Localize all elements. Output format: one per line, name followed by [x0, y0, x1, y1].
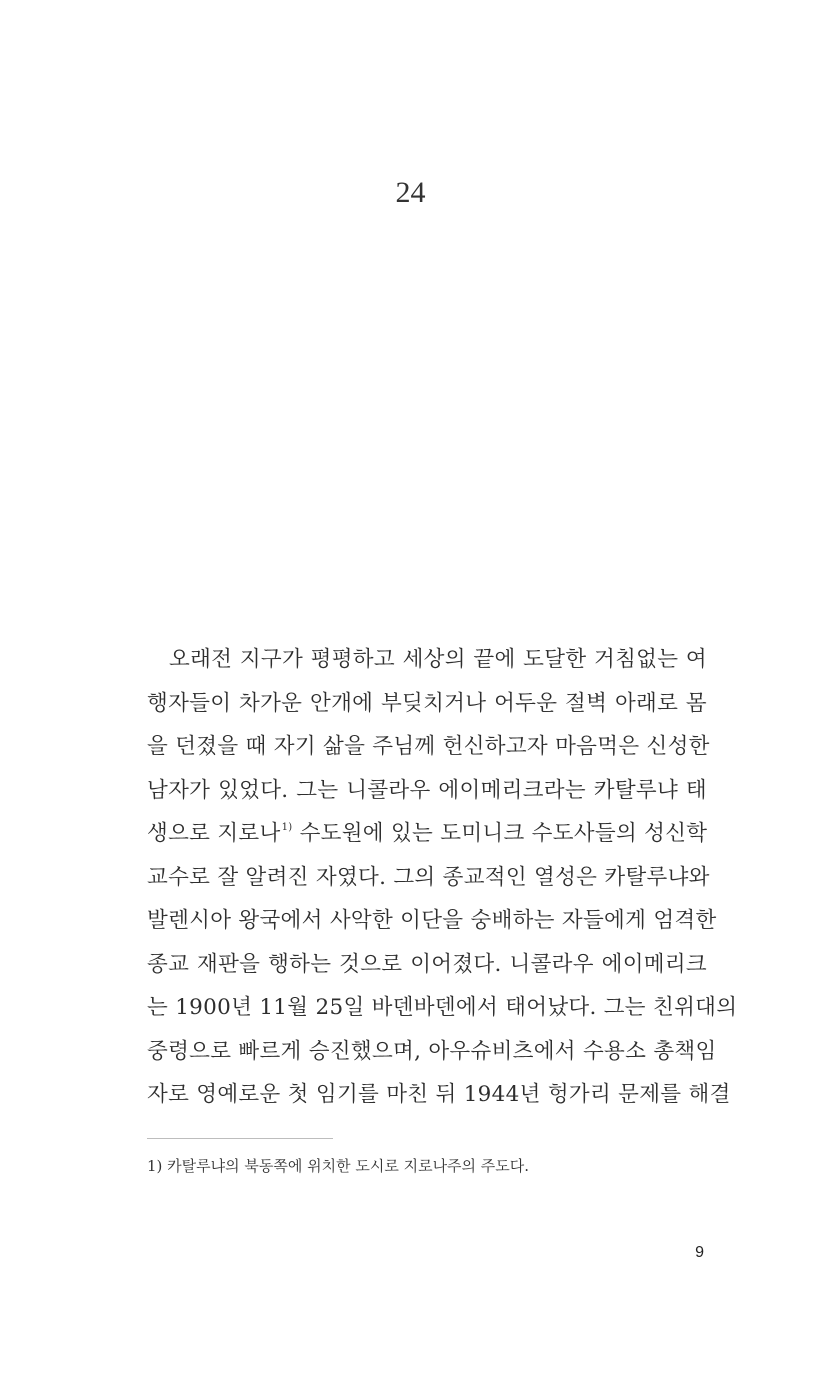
body-line: 교수로 잘 알려진 자였다. 그의 종교적인 열성은 카탈루냐와: [147, 864, 710, 890]
body-line: 발렌시아 왕국에서 사악한 이단을 숭배하는 자들에게 엄격한: [147, 908, 717, 933]
footnote-reference[interactable]: 1): [281, 822, 293, 833]
footnote: 1) 카탈루냐의 북동쪽에 위치한 도시로 지로나주의 주도다.: [147, 1157, 530, 1175]
body-line: 행자들이 차가운 안개에 부딪치거나 어두운 절벽 아래로 몸: [147, 690, 707, 716]
body-text: [147, 638, 738, 1117]
body-line: 남자가 있었다. 그는 니콜라우 에이메리크라는 카탈루냐 태: [147, 777, 707, 803]
body-line: 을 던졌을 때 자기 삶을 주님께 헌신하고자 마음먹은 신성한: [147, 734, 710, 759]
footnote-divider: [147, 1138, 333, 1139]
page-number: 9: [695, 1244, 704, 1261]
body-line-segment: 수도원에 있는 도미니크 수도사들의 성신학: [299, 821, 708, 846]
body-line: 종교 재판을 행하는 것으로 이어졌다. 니콜라우 에이메리크: [147, 951, 707, 977]
body-line: [147, 812, 707, 856]
chapter-number: 24: [395, 176, 426, 209]
body-line: 자로 영예로운 첫 임기를 마친 뒤 1944년 헝가리 문제를 해결: [147, 1082, 731, 1107]
body-line: 중령으로 빠르게 승진했으며, 아우슈비츠에서 수용소 총책임: [147, 1038, 717, 1064]
body-line: 는 1900년 11월 25일 바덴바덴에서 태어났다. 그는 친위대의: [147, 995, 738, 1020]
body-line-segment: 생으로 지로나: [147, 821, 281, 846]
body-line: 오래전 지구가 평평하고 세상의 끝에 도달한 거침없는 여: [169, 647, 707, 672]
